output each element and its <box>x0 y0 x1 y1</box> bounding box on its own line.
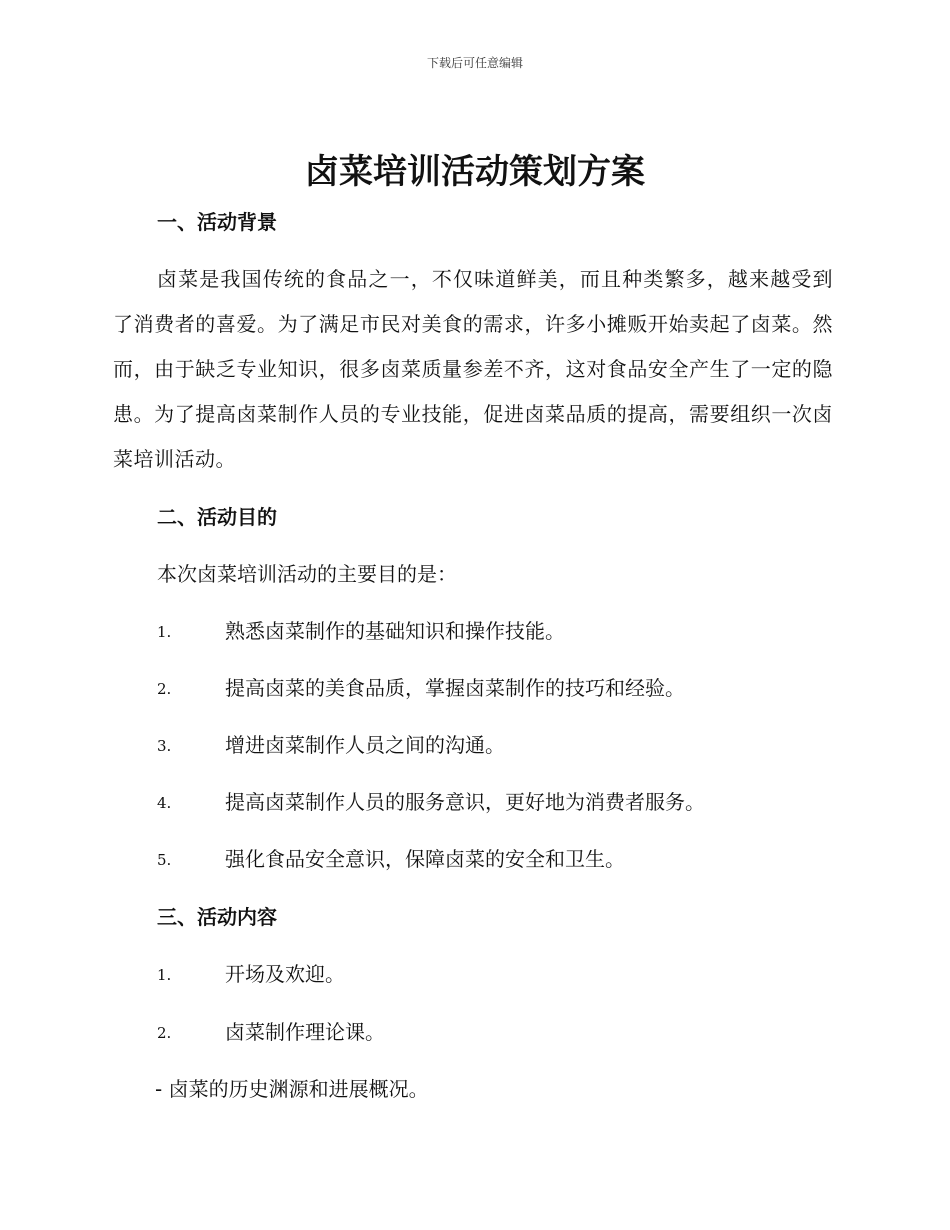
list-number: 5. <box>157 851 172 869</box>
section-heading-purpose: 二、活动目的 <box>157 505 277 529</box>
list-number: 2. <box>157 680 172 698</box>
purpose-intro: 本次卤菜培训活动的主要目的是： <box>157 562 457 586</box>
content-item-1 <box>157 960 857 988</box>
list-number: 3. <box>157 737 172 755</box>
section-heading-content: 三、活动内容 <box>157 905 277 929</box>
content-item-2 <box>157 1018 857 1046</box>
list-text: 熟悉卤菜制作的基础知识和操作技能。 <box>225 619 565 643</box>
purpose-item-5 <box>157 845 857 873</box>
page-header: 下载后可任意编辑 <box>426 56 523 70</box>
background-paragraph: 卤菜是我国传统的食品之一，不仅味道鲜美，而且种类繁多，越来越受到了消费者的喜爱。为了满足市民对美食的需求，许多小摊贩开始卖起了卤菜。然而，由于缺乏专业知识，很多卤菜质量参差不齐，这对食品安全产生了一定的隐患。为了提高卤菜制作人员的专业技能，促进卤菜品质的提高，需要组织一次卤菜培训活动。 <box>113 267 833 471</box>
purpose-item-2 <box>157 674 857 702</box>
purpose-item-4 <box>157 788 857 816</box>
list-number: 4. <box>157 794 172 812</box>
purpose-item-1 <box>157 617 857 645</box>
list-text: 强化食品安全意识，保障卤菜的安全和卫生。 <box>225 847 625 871</box>
list-text: 提高卤菜的美食品质，掌握卤菜制作的技巧和经验。 <box>225 676 685 700</box>
content-sub-item: - 卤菜的历史渊源和进展概况。 <box>155 1077 429 1101</box>
list-text: 增进卤菜制作人员之间的沟通。 <box>225 733 505 757</box>
list-text: 卤菜制作理论课。 <box>225 1020 385 1044</box>
list-number: 2. <box>157 1024 172 1042</box>
section-heading-background: 一、活动背景 <box>157 210 277 234</box>
list-number: 1. <box>157 623 172 641</box>
document-title: 卤菜培训活动策划方案 <box>305 152 645 192</box>
list-number: 1. <box>157 966 172 984</box>
purpose-item-3 <box>157 731 857 759</box>
list-text: 开场及欢迎。 <box>225 962 345 986</box>
list-text: 提高卤菜制作人员的服务意识，更好地为消费者服务。 <box>225 790 705 814</box>
